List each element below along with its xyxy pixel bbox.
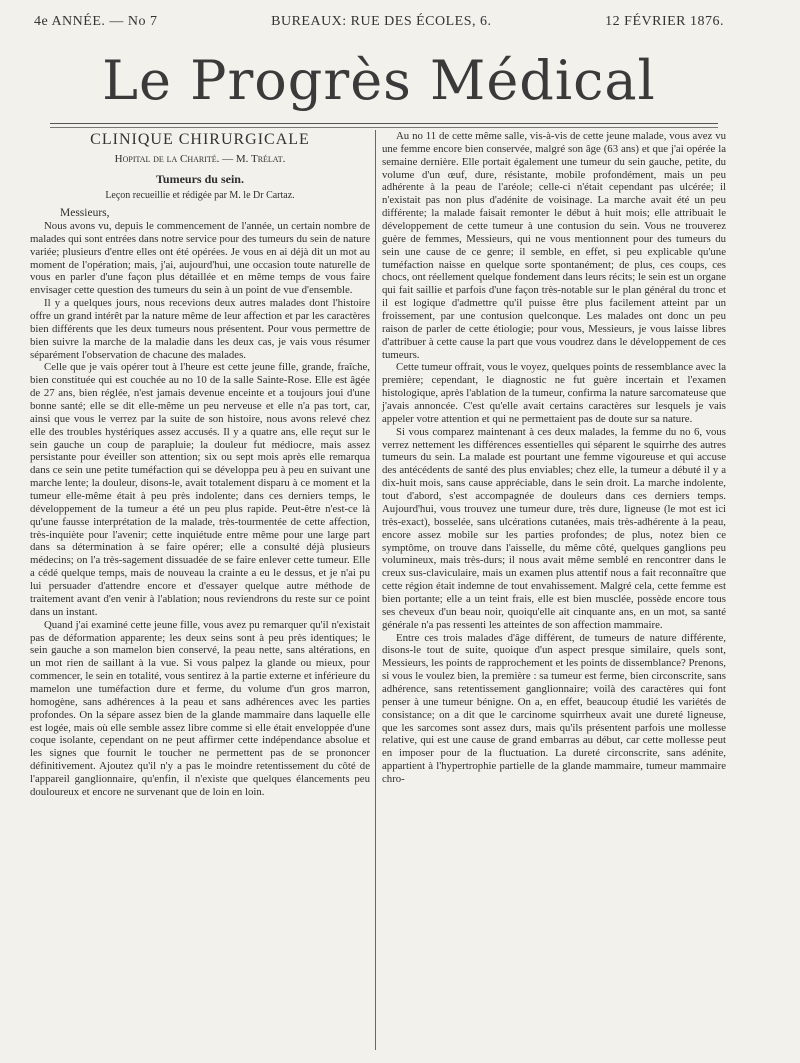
paragraph: Entre ces trois malades d'âge différent, de tumeurs de nature différente, disons-le tout de suite, quoique d'un aspect presque similaire, quels sont, Messieurs, les points de rapprochement et les points de dissemblance? Prenons, si vous le voulez bien, la première : sa tumeur est ferme, bien circonscrite, sans adhérence, sans retentissement ganglionnaire; voilà des caractères qui font penser à une tumeur bénigne. On a, en effet, beaucoup étudié les variétés de consistance; on a dit que le carcinome squirrheux avait une dureté ligneuse, que les sarcomes sont assez durs, mais qu'ils présentent parfois une mollesse relative, qui est une cause de grand embarras au début, car cette mollesse peut en imposer pour de la fluctuation. La dureté circonscrite, sans adénite, appartient à l'hypertrophie partielle de la glande mammaire, tumeur mammaire chro- (382, 631, 726, 785)
section-title: CLINIQUE CHIRURGICALE (90, 131, 310, 148)
issue-date: 12 FÉVRIER 1876. (605, 14, 724, 29)
salutation: Messieurs, (60, 207, 110, 219)
masthead-title: Le Progrès Médical (102, 49, 656, 112)
article-title: Tumeurs du sein. (156, 172, 244, 186)
paragraph: Nous avons vu, depuis le commencement de l'année, un certain nombre de malades qui sont entrées dans notre service pour des tumeurs du sein de nature variée; plusieurs d'entre elles ont été opérées. Je vous en ai déjà dit un mot au moment de l'opération; mais, j'ai, aujourd'hui, une occasion toute naturelle de vous en parler d'une façon plus détaillée et en même temps de vous faire envisager cette question des tumeurs du sein à un point de vue d'ensemble. (30, 220, 370, 297)
paragraph: Cette tumeur offrait, vous le voyez, quelques points de ressemblance avec la première; cependant, le diagnostic ne fut guère incertain et l'examen histologique, après l'ablation de la tumeur, confirma la nature sarcomateuse que j'avais annoncée. C'est qu'elle avait certains caractères sur lesquels je vais appeler votre attention et qui ne permettaient pas de doute sur sa nature. (382, 361, 726, 425)
left-column (30, 130, 370, 799)
header-rule (50, 123, 718, 124)
issue-number: 4e ANNÉE. — No 7 (34, 14, 158, 29)
hospital-line: Hopital de la Charité. — M. Trélat. (114, 153, 286, 165)
header-rule-thin (50, 127, 718, 128)
paragraph: Au no 11 de cette même salle, vis-à-vis de cette jeune malade, vous avez vu une femme encore bien conservée, malgré son âge (63 ans) et que j'ai opérée la semaine dernière. Elle portait également une tumeur du sein gauche, petite, du volume d'un œuf, dure, résistante, mobile profondément, mais un peu adhérente à la peau de l'aréole; celle-ci n'était cependant pas ulcérée; il n'existait pas non plus d'adénite de voisinage. La marche avait été un peu différente; la malade faisait remonter le début à huit mois; elle attribuait le développement de cette tumeur à une contusion du sein. Vous ne trouverez guère de femmes, Messieurs, qui ne vous mentionnent pour des tumeurs du sein une cause de ce genre; il semble, en effet, si peu explicable qu'une tuméfaction naisse en quelque sorte spontanément; de plus, ces coups, ces chocs, ont réellement quelque fondement dans leurs récits; le sein est un organe qui fait saillie et parfois d'une façon très-notable sur le plan général du tronc et il est logique d'admettre qu'il puisse être plus facilement atteint par un froissement, par une contusion quelconque. Les malades ont donc un peu raison de parler de cette étiologie; pour vous, Messieurs, je vous laisse libres d'attribuer à cette cause la part que vous voudrez dans le développement de ces tumeurs. (382, 130, 726, 361)
paragraph: Celle que je vais opérer tout à l'heure est cette jeune fille, grande, fraîche, bien constituée qui est couchée au no 10 de la salle Sainte-Rose. Elle est âgée de 27 ans, bien réglée, n'est jamais devenue enceinte et a toujours joui d'une bonne santé; elle se dit elle-même un peu nerveuse et elle n'a pas tort, car, ainsi que vous le verrez par la suite de son histoire, nous avons relevé chez elle des troubles hystériques assez accusés. Il y a quatre ans, elle reçut sur le sein gauche un coup de parapluie; la douleur fut médiocre, mais assez persistante pour éveiller son attention; six ou sept mois après elle remarqua dans ce sein une petite tuméfaction qui se développa peu à peu en suivant une marche lente; la douleur, disons-le, avait totalement disparu à ce moment et la tumeur elle-même était à peu près indolente; dans ces derniers temps, le développement de la tumeur a été un peu plus rapide. Peut-être n'est-ce là qu'une fausse interprétation de la malade, très-tourmentée de cette affection, très-inquiète pour l'avenir; cette inquiétude entre même pour une large part dans sa détermination à se faire opérer; elle a consulté déjà plusieurs médecins; on l'a très-sagement dissuadée de se faire enlever cette tumeur. Elle a cédé quelque temps, mais de nouveau la crainte a eu le dessus, et je n'ai pu lui persuader d'attendre encore et d'essayer quelque autre méthode de traitement avant d'en venir à l'ablation; nous reviendrons du reste sur ce point dans un instant. (30, 361, 370, 618)
paragraph: Si vous comparez maintenant à ces deux malades, la femme du no 6, vous verrez nettement les différences essentielles qui séparent le squirrhe des autres tumeurs du sein. La malade est pourtant une femme vigoureuse et qui accuse des antécédents de santé des plus enviables; chez elle, la tumeur a débuté il y a dix-huit mois, sans cause appréciable, dans le sein droit. La marche indolente, tout d'abord, s'est accompagnée de douleurs dans ces derniers temps. Aujourd'hui, vous trouvez une tumeur dure, très dure, ligneuse (le mot est ici très-exact), bosselée, sans ulcérations cutanées, mais très-adhérente à la peau, encore assez mobile sur les parties profondes; de plus, notez bien ce symptôme, on trouve dans l'aisselle, du même côté, quelques ganglions peu volumineux, mais très-durs; il nous avait même semblé en rencontrer dans le creux sus-claviculaire, mais un examen plus attentif nous a fait reconnaître que cette région était indemne de tout envahissement. Malgré cela, cette femme est bien portante; elle a un teint frais, elle est bien musclée, possède encore tous ses cheveux d'un beau noir, quoiqu'elle ait cinquante ans, en un mot, sa santé générale n'a pas ressenti les atteintes de son affection mammaire. (382, 425, 726, 631)
article-credit: Leçon recueillie et rédigée par M. le Dr Cartaz. (105, 190, 295, 201)
office-address: BUREAUX: RUE DES ÉCOLES, 6. (271, 14, 492, 29)
column-divider (375, 130, 376, 1050)
issue-header (34, 14, 724, 32)
paragraph: Quand j'ai examiné cette jeune fille, vous avez pu remarquer qu'il n'existait pas de déformation apparente; les deux seins sont à peu près identiques; le sein gauche a son mamelon bien conservé, la peau nette, sans altérations, en un mot rien de saillant à la vue. Si vous palpez la glande ou mieux, pour commencer, le sein en totalité, vous sentirez à la partie externe et inférieure du mamelon une tuméfaction dure et ferme, du volume d'un gros marron, homogène, sans adhérences à la peau et sans adhérences avec les parties profondes. On la sépare assez bien de la glande mammaire dans laquelle elle est logée, mais où elle semble assez libre comme si elle était enveloppée d'une coque isolante, cependant on ne peut affirmer cette indépendance absolue et les signes que fournit le toucher ne permettent pas de se prononcer définitivement. Ajoutez qu'il n'y a pas le moindre retentissement du côté de l'appareil ganglionnaire, qu'enfin, il n'existe que quelques élancements peu douloureux et encore ne survenant que de loin en loin. (30, 618, 370, 798)
paragraph: Il y a quelques jours, nous recevions deux autres malades dont l'histoire offre un grand intérêt par la nature même de leur affection et par les caractères bien différents que les deux tumeurs nous présentent. Pour vous permettre de bien suivre la marche de la maladie dans les deux cas, je vais vous résumer séparément l'observation de chacune des malades. (30, 297, 370, 361)
right-column (382, 130, 726, 786)
